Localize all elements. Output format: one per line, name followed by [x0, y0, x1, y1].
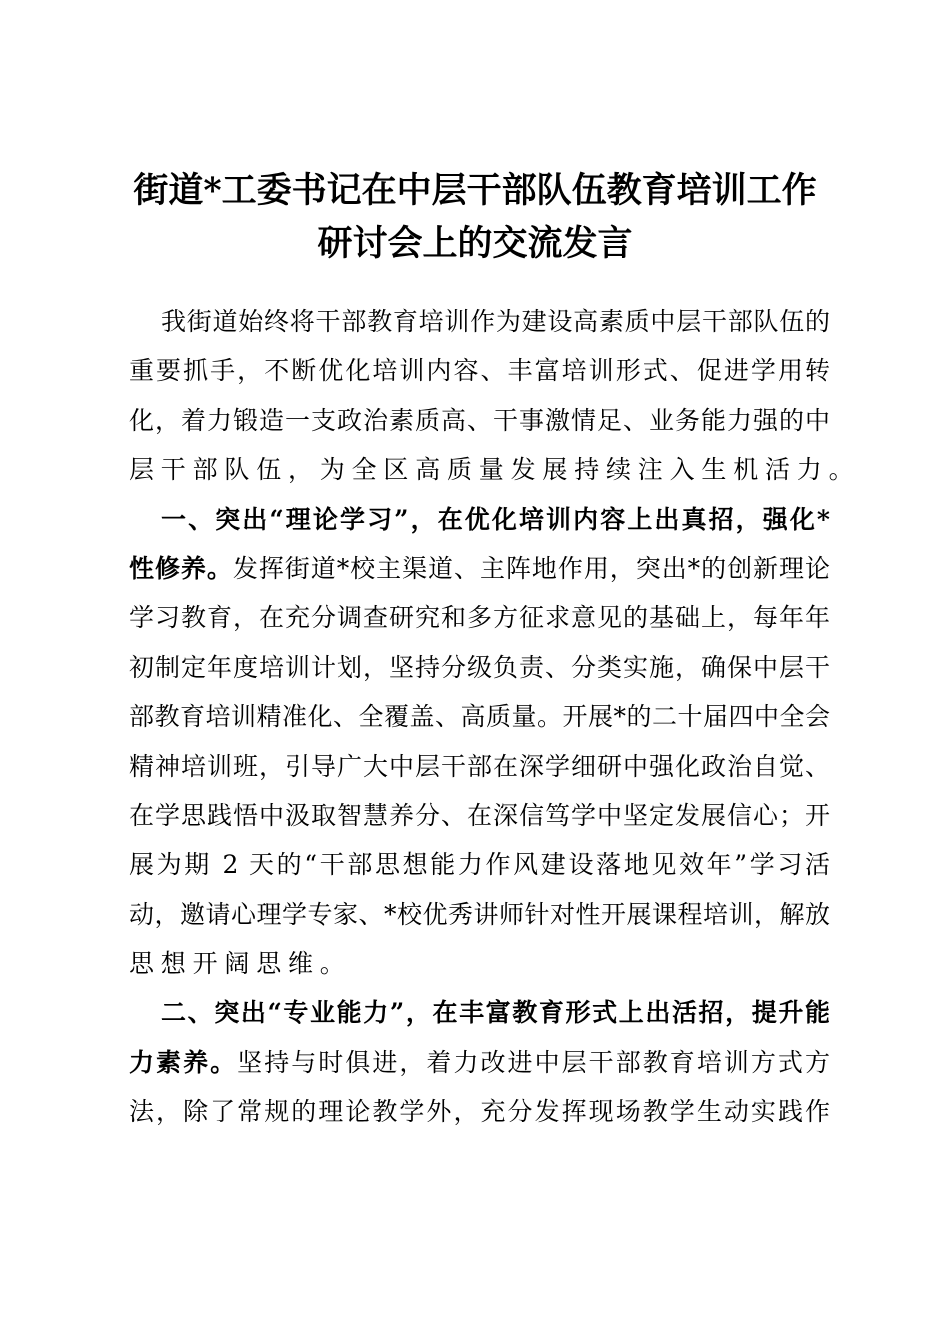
text-line	[129, 692, 830, 741]
text-line	[129, 1087, 830, 1136]
text-line	[129, 495, 830, 544]
body-text: 发挥街道*校主渠道、主阵地作用，突出*的创新理论	[232, 553, 830, 583]
text-line	[129, 890, 830, 939]
body-text: 展为期 2 天的“干部思想能力作风建设落地见效年”学习活	[129, 850, 830, 880]
bold-heading-text: 二、突出“专业能力”，在丰富教育形式上出活招，提升能	[161, 998, 830, 1028]
text-line	[129, 297, 830, 346]
body-text: 精神培训班，引导广大中层干部在深学细研中强化政治自觉、	[129, 751, 830, 781]
body-text: 化，着力锻造一支政治素质高、干事激情足、业务能力强的中	[129, 405, 830, 435]
document-title	[100, 164, 850, 270]
text-line	[129, 445, 861, 494]
bold-heading-text: 力素养。	[129, 1047, 238, 1077]
text-line	[129, 791, 830, 840]
paragraph	[129, 495, 830, 989]
text-line	[129, 988, 830, 1037]
body-text: 坚持与时俱进，着力改进中层干部教育培训方式方	[237, 1047, 830, 1077]
text-line	[129, 544, 830, 593]
body-text: 思想开阔思维。	[129, 949, 352, 979]
body-text: 学习教育，在充分调查研究和多方征求意见的基础上，每年年	[129, 603, 830, 633]
title-line: 研讨会上的交流发言	[317, 223, 633, 264]
text-line	[129, 742, 830, 791]
text-line	[129, 939, 830, 988]
body-text: 重要抓手，不断优化培训内容、丰富培训形式、促进学用转	[129, 356, 830, 386]
text-line	[129, 396, 830, 445]
body-text: 动，邀请心理学专家、*校优秀讲师针对性开展课程培训，解放	[129, 899, 830, 929]
body-text: 我街道始终将干部教育培训作为建设高素质中层干部队伍的	[161, 307, 830, 336]
body-text: 在学思践悟中汲取智慧养分、在深信笃学中坚定发展信心；开	[129, 800, 830, 830]
paragraph	[129, 297, 861, 495]
body-text: 部教育培训精准化、全覆盖、高质量。开展*的二十届四中全会	[129, 702, 830, 732]
text-line	[129, 1038, 830, 1087]
body-text: 初制定年度培训计划，坚持分级负责、分类实施，确保中层干	[129, 652, 830, 682]
body-text: 层干部队伍，为全区高质量发展持续注入生机活力。	[129, 455, 861, 485]
text-line	[129, 593, 830, 642]
paragraph	[129, 988, 830, 1136]
document-body	[129, 297, 861, 1137]
text-line	[129, 346, 830, 395]
title-line: 街道*工委书记在中层干部队伍教育培训工作	[133, 170, 817, 211]
text-line	[129, 643, 830, 692]
body-text: 法，除了常规的理论教学外，充分发挥现场教学生动实践作	[129, 1097, 830, 1127]
text-line	[129, 840, 830, 889]
bold-heading-text: 一、突出“理论学习”，在优化培训内容上出真招，强化*	[161, 504, 830, 534]
bold-heading-text: 性修养。	[129, 553, 233, 583]
